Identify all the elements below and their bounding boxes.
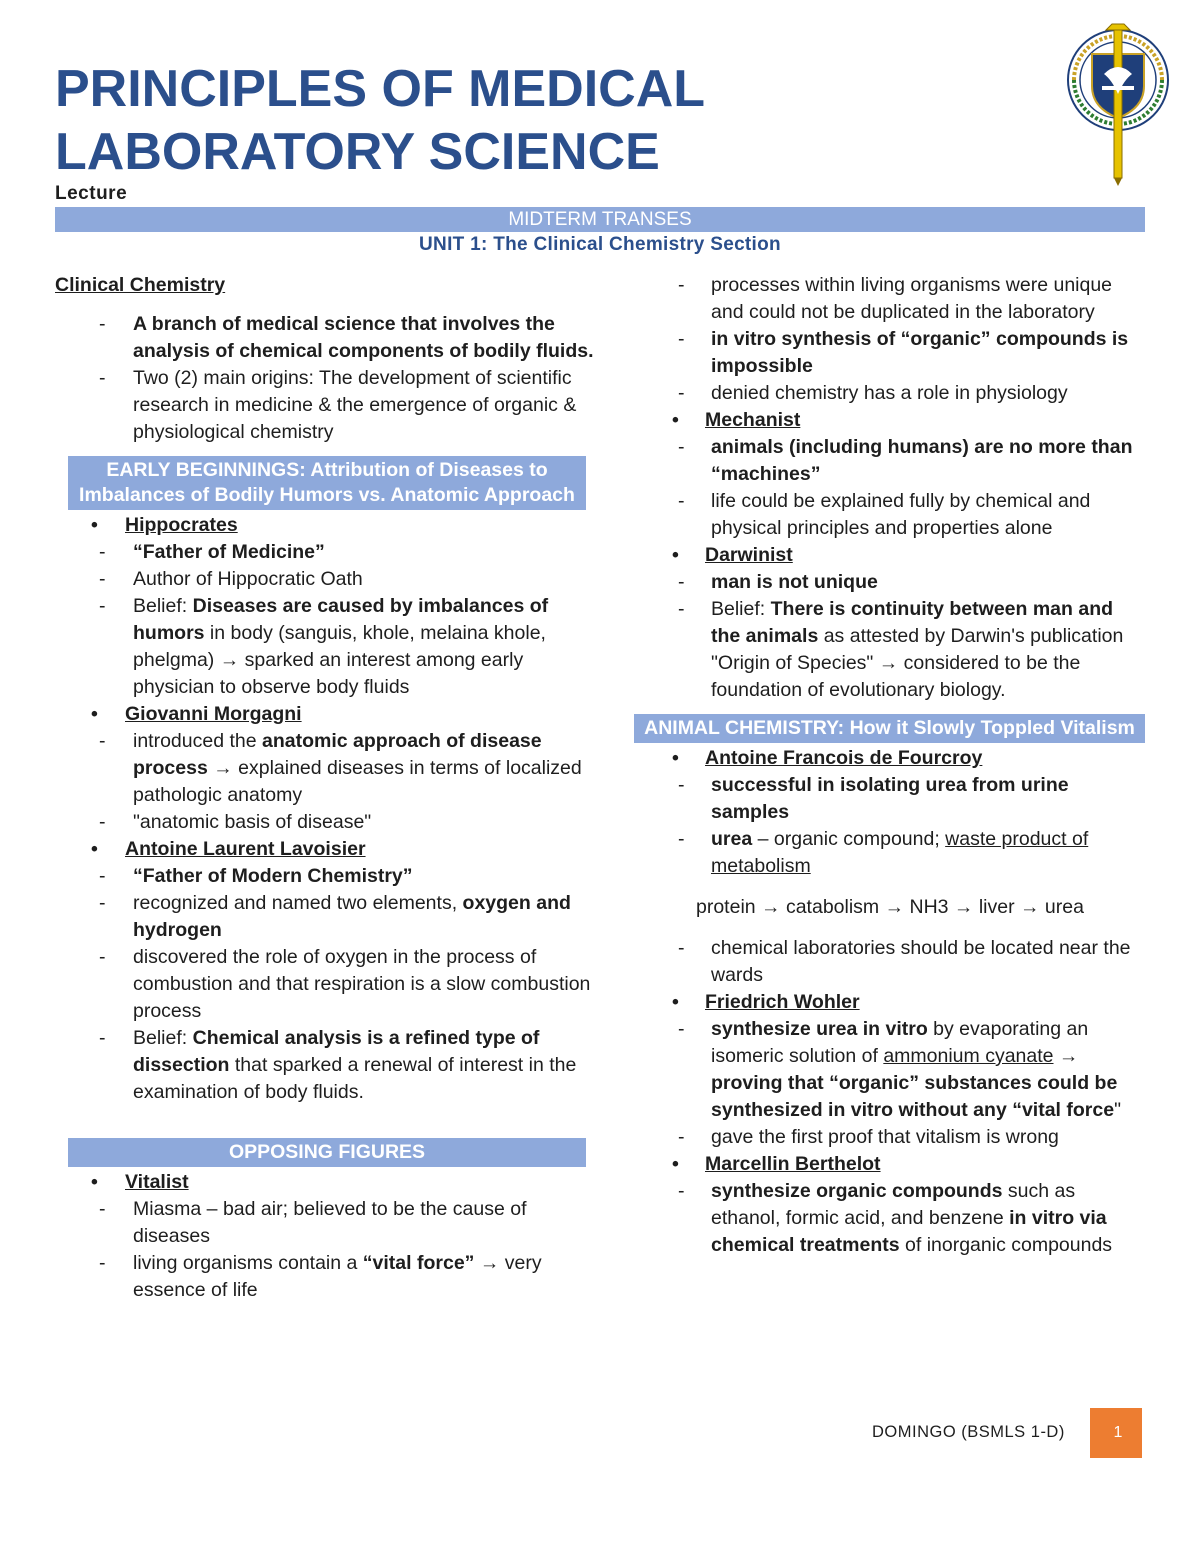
page-number: 1	[1090, 1408, 1146, 1458]
clinical-chemistry-heading: Clinical Chemistry	[55, 274, 226, 296]
list-item: - urea – organic compound; waste product of metabolism	[634, 826, 1146, 880]
vitalist-heading: • Vitalist	[55, 1169, 600, 1196]
footer-author: DOMINGO (BSMLS 1-D)	[872, 1423, 1065, 1441]
list-item: - discovered the role of oxygen in the process of combustion and that respiration is a slow combustion process	[55, 944, 600, 1025]
darwinist-heading: • Darwinist	[634, 542, 1146, 569]
list-item: - gave the first proof that vitalism is wrong	[634, 1124, 1146, 1151]
lecture-label: Lecture	[55, 183, 128, 204]
urea-pathway: protein → catabolism → NH3 → liver → urea	[696, 896, 1084, 918]
morgagni-heading: • Giovanni Morgagni	[55, 701, 600, 728]
school-seal-logo	[1062, 20, 1174, 188]
list-item: - Author of Hippocratic Oath	[55, 566, 600, 593]
fourcroy-heading: • Antoine Francois de Fourcroy	[634, 745, 1146, 772]
list-item: - A branch of medical science that involves the analysis of chemical components of bodily fluids.	[55, 311, 600, 365]
animal-chemistry-banner: ANIMAL CHEMISTRY: How it Slowly Toppled Vitalism	[634, 714, 1145, 743]
list-item: - Belief: Chemical analysis is a refined type of dissection that sparked a renewal of interest in the examination of body fluids.	[55, 1025, 600, 1106]
list-item: - introduced the anatomic approach of disease process → explained diseases in terms of localized pathologic anatomy	[55, 728, 600, 809]
list-item: - successful in isolating urea from urine samples	[634, 772, 1146, 826]
lavoisier-heading: • Antoine Laurent Lavoisier	[55, 836, 600, 863]
berthelot-heading: • Marcellin Berthelot	[634, 1151, 1146, 1178]
list-item: - Belief: There is continuity between man and the animals as attested by Darwin's publication "Origin of Species" → considered to be the foundation of evolutionary biology.	[634, 596, 1146, 704]
list-item: - man is not unique	[634, 569, 1146, 596]
list-item: - Two (2) main origins: The development of scientific research in medicine & the emergence of organic & physiological chemistry	[55, 365, 600, 446]
list-item: - recognized and named two elements, oxygen and hydrogen	[55, 890, 600, 944]
list-item: - “Father of Modern Chemistry”	[55, 863, 600, 890]
list-item: - Belief: Diseases are caused by imbalances of humors in body (sanguis, khole, melaina khole, phelgma) → sparked an interest among early physician to observe body fluids	[55, 593, 600, 701]
list-item: - “Father of Medicine”	[55, 539, 600, 566]
list-item: - in vitro synthesis of “organic” compounds is impossible	[634, 326, 1146, 380]
early-beginnings-banner: EARLY BEGINNINGS: Attribution of Diseases to Imbalances of Bodily Humors vs. Anatomic Approach	[68, 456, 586, 510]
page-title: PRINCIPLES OF MEDICAL LABORATORY SCIENCE	[55, 60, 705, 181]
list-item: - "anatomic basis of disease"	[55, 809, 600, 836]
list-item: - life could be explained fully by chemical and physical principles and properties alone	[634, 488, 1146, 542]
list-item: - Miasma – bad air; believed to be the cause of diseases	[55, 1196, 600, 1250]
midterm-banner: MIDTERM TRANSES	[55, 207, 1145, 232]
list-item: - living organisms contain a “vital force” → very essence of life	[55, 1250, 600, 1304]
left-column	[55, 272, 600, 1304]
hippocrates-heading: • Hippocrates	[55, 512, 600, 539]
list-item: - denied chemistry has a role in physiology	[634, 380, 1146, 407]
wohler-heading: • Friedrich Wohler	[634, 989, 1146, 1016]
list-item: - synthesize organic compounds such as ethanol, formic acid, and benzene in vitro via chemical treatments of inorganic compounds	[634, 1178, 1146, 1259]
opposing-figures-banner: OPPOSING FIGURES	[68, 1138, 586, 1167]
unit-heading: UNIT 1: The Clinical Chemistry Section	[419, 234, 781, 255]
list-item: - processes within living organisms were unique and could not be duplicated in the laboratory	[634, 272, 1146, 326]
right-column	[634, 272, 1146, 1259]
list-item: - chemical laboratories should be located near the wards	[634, 935, 1146, 989]
list-item: - synthesize urea in vitro by evaporating an isomeric solution of ammonium cyanate → proving that “organic” substances could be synthesized in vitro without any “vital force"	[634, 1016, 1146, 1124]
list-item: - animals (including humans) are no more than “machines”	[634, 434, 1146, 488]
mechanist-heading: • Mechanist	[634, 407, 1146, 434]
